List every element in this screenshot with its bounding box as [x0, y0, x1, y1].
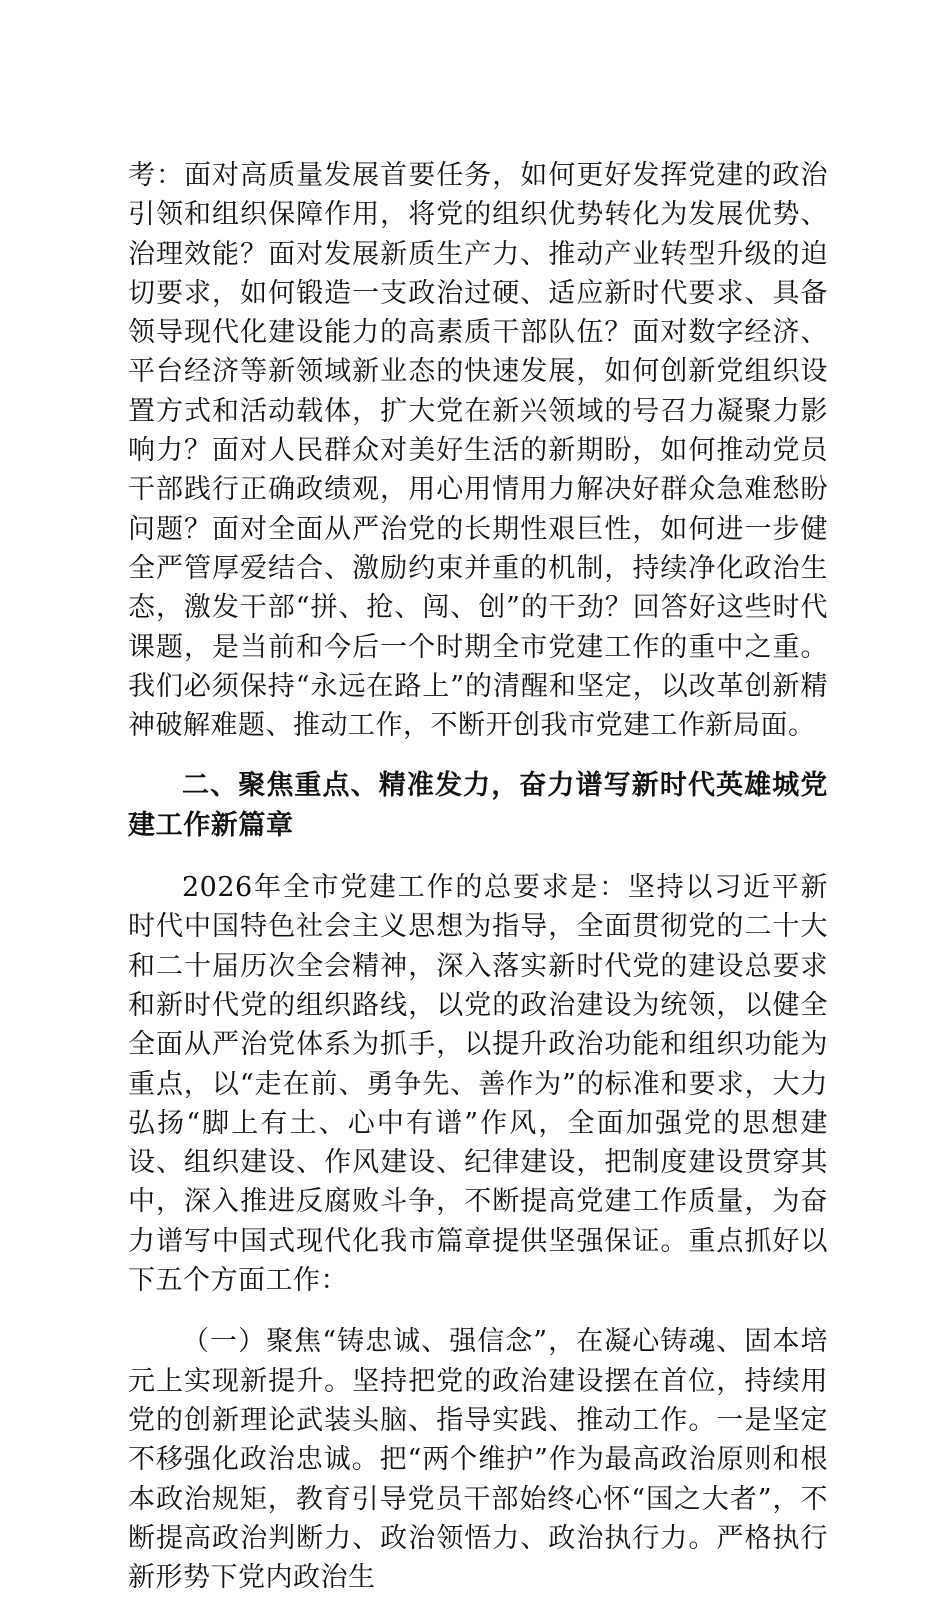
section-heading: 二、聚焦重点、精准发力，奋力谱写新时代英雄城党建工作新篇章	[128, 770, 828, 841]
body-paragraph-general-requirements: 2026年全市党建工作的总要求是：坚持以习近平新时代中国特色社会主义思想为指导，全面贯彻党的二十大和二十届历次全会精神，深入落实新时代党的建设总要求和新时代党的组织路线，以党的政治建设为统领，以健全全面从严治党体系为抓手，以提升政治功能和组织功能为重点，以“走在前、勇争先、善作为”的标准和要求，大力弘扬“脚上有土、心中有谱”作风，全面加强党的思想建设、组织建设、作风建设、纪律建设，把制度建设贯穿其中，深入推进反腐败斗争，不断提高党建工作质量，为奋力谱写中国式现代化我市篇章提供坚强保证。重点抓好以下五个方面工作：	[128, 872, 828, 1297]
document-body	[128, 156, 828, 1597]
body-paragraph-item-one: （一）聚焦“铸忠诚、强信念”，在凝心铸魂、固本培元上实现新提升。坚持把党的政治建设摆在首位，持续用党的创新理论武装头脑、指导实践、推动工作。一是坚定不移强化政治忠诚。把“两个维护”作为最高政治原则和根本政治规矩，教育引导党员干部始终心怀“国之大者”，不断提高政治判断力、政治领悟力、政治执行力。严格执行新形势下党内政治生	[128, 1326, 828, 1594]
body-paragraph-continuation: 考：面对高质量发展首要任务，如何更好发挥党建的政治引领和组织保障作用，将党的组织优势转化为发展优势、治理效能？面对发展新质生产力、推动产业转型升级的迫切要求，如何锻造一支政治过硬、适应新时代要求、具备领导现代化建设能力的高素质干部队伍？面对数字经济、平台经济等新领域新业态的快速发展，如何创新党组织设置方式和活动载体，扩大党在新兴领域的号召力凝聚力影响力？面对人民群众对美好生活的新期盼，如何推动党员干部践行正确政绩观，用心用情用力解决好群众急难愁盼问题？面对全面从严治党的长期性艰巨性，如何进一步健全严管厚爱结合、激励约束并重的机制，持续净化政治生态，激发干部“拼、抢、闯、创”的干劲？回答好这些时代课题，是当前和今后一个时期全市党建工作的重中之重。我们必须保持“永远在路上”的清醒和坚定，以改革创新精神破解难题、推动工作，不断开创我市党建工作新局面。	[128, 160, 828, 742]
